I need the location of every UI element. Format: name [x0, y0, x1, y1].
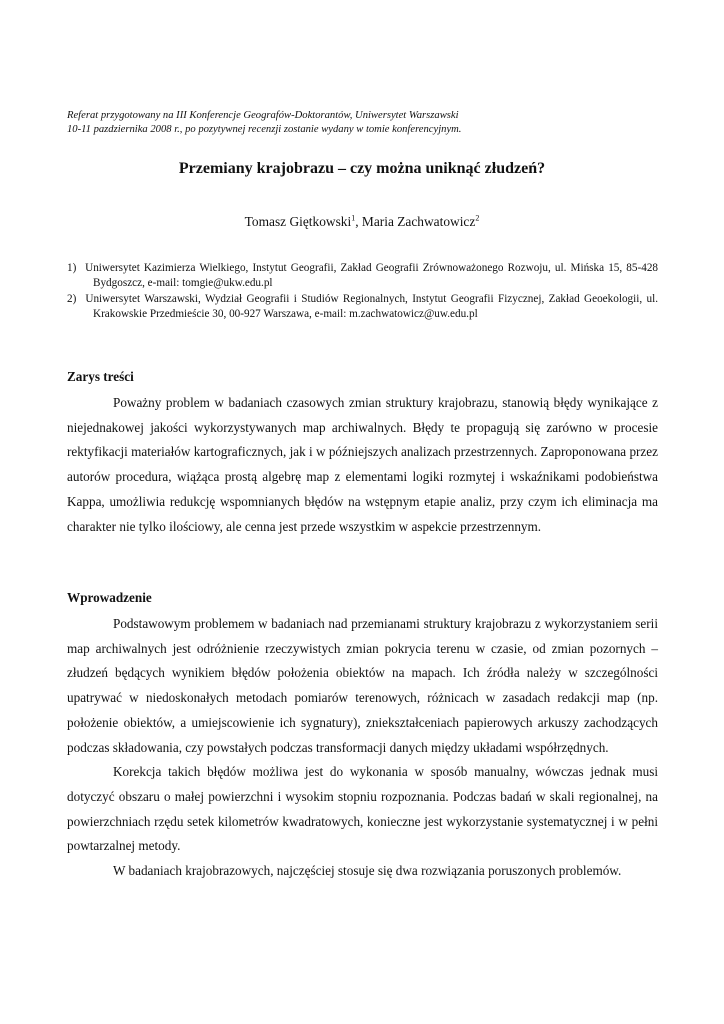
introduction-paragraph-3: W badaniach krajobrazowych, najczęściej stosuje się dwa rozwiązania poruszonych problemów.	[113, 863, 622, 879]
abstract-section	[67, 368, 658, 539]
conference-note-line-1: Referat przygotowany na III Konferencje Geografów-Doktorantów, Uniwersytet Warszawski	[67, 110, 459, 121]
affiliation-text: Uniwersytet Warszawski, Wydział Geografii i Studiów Regionalnych, Instytut Geografii Fizycznej, Zakład Geoekologii, ul. Krakowskie Przedmieście 30, 00-927 Warszawa, e-mail: m.zachwatowicz@uw.edu.pl	[85, 293, 659, 320]
abstract-heading: Zarys treści	[67, 369, 134, 384]
introduction-section	[67, 589, 658, 884]
author-name-2: Maria Zachwatowicz	[361, 214, 476, 229]
affiliation-1	[67, 261, 658, 290]
introduction-paragraph-2: Korekcja takich błędów możliwa jest do wykonania w sposób manualny, wówczas jednak musi dotyczyć obszaru o małej powierzchni i wysokim stopniu rozpoznania. Podczas badań w skali regionalnej, na powierzchniach rzędu setek kilometrów kwadratowych, konieczne jest wykorzystanie systematycznej i w pełni powtarzalnej metody.	[67, 764, 658, 854]
author-name-1: Tomasz Giętkowski	[244, 214, 352, 229]
affiliation-number: 2)	[67, 293, 77, 305]
affiliation-text: Uniwersytet Kazimierza Wielkiego, Instytut Geografii, Zakład Geografii Zrównoważonego Rozwoju, ul. Mińska 15, 85-428 Bydgoszcz, e-mail: tomgie@ukw.edu.pl	[85, 262, 659, 289]
conference-note	[67, 109, 667, 136]
affiliation-number: 1)	[67, 262, 77, 274]
paper-title: Przemiany krajobrazu – czy można uniknąć złudzeń?	[178, 160, 546, 177]
introduction-paragraph-1: Podstawowym problemem w badaniach nad przemianami struktury krajobrazu z wykorzystaniem serii map archiwalnych jest odróżnienie rzeczywistych zmian pokrycia terenu w czasie, od zmian pozornych – złudzeń będących wynikiem błędów położenia obiektów na mapach. Ich źródła należy w szczególności upatrywać w niedoskonałych metodach pomiarów terenowych, różnicach w zasadach redakcji map (np. położenie obiektów, a umiejscowienie ich sygnatury), zniekształceniach papierowych arkuszy zachodzących podczas składowania, czy powstałych podczas transformacji danych między układami współrzędnych.	[67, 616, 658, 755]
conference-note-line-2: 10-11 pazdziernika 2008 r., po pozytywnej recenzji zostanie wydany w tomie konferencyjnym.	[67, 123, 462, 135]
affiliations	[67, 261, 658, 323]
introduction-heading: Wprowadzenie	[67, 590, 152, 605]
author-2-affiliation-mark: 2	[475, 213, 480, 223]
abstract-paragraph: Poważny problem w badaniach czasowych zmian struktury krajobrazu, stanowią błędy wynikające z niejednakowej jakości wykorzystywanych map archiwalnych. Błędy te propagują się zarówno w procesie rektyfikacji materiałów kartograficznych, jak i w późniejszych analizach przestrzennych. Zaproponowana przez autorów procedura, wiążąca prostą algebrę map z elementami logiki rozmytej i wskaźnikami podobieństwa Kappa, umożliwia redukcję wspomnianych błędów na wstępnym etapie analiz, przy czym ich eliminacja ma charakter nie tylko ilościowy, ale cenna jest przede wszystkim w aspekcie przestrzennym.	[67, 395, 658, 534]
author-1-affiliation-mark: 1	[351, 213, 356, 223]
author-separator: ,	[355, 214, 362, 229]
affiliation-2	[67, 292, 658, 321]
author-line	[0, 213, 724, 231]
